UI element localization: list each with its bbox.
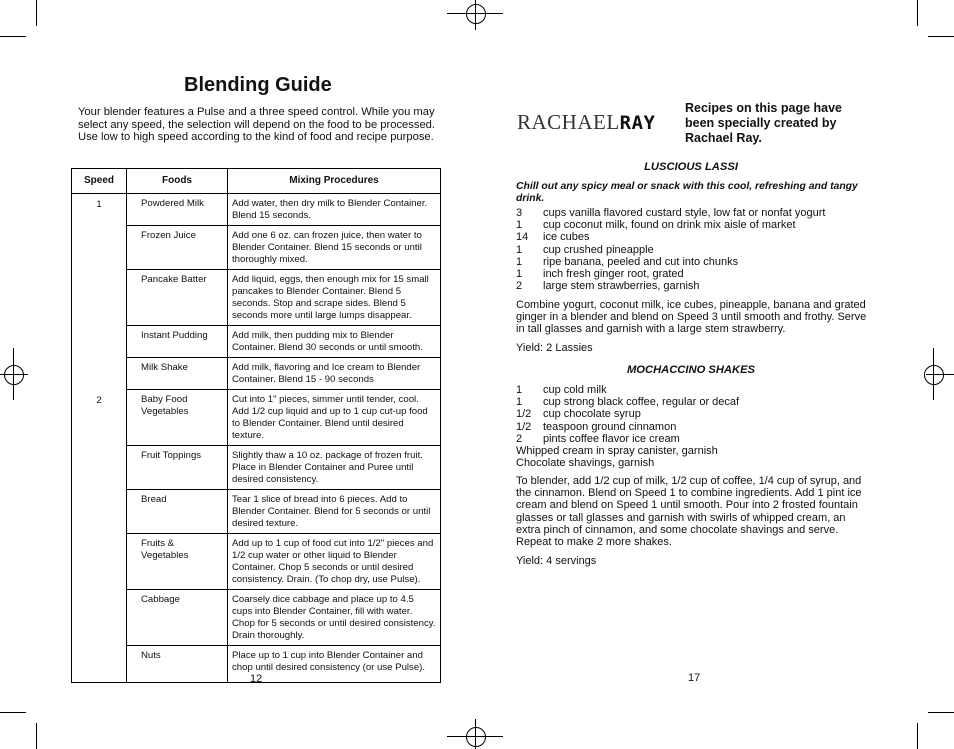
ingredient-row	[516, 207, 825, 219]
page-number-right: 17	[688, 672, 701, 684]
table-row	[72, 194, 441, 226]
ingredient-row	[516, 421, 739, 433]
ingredient-qty: 1/2	[516, 420, 532, 433]
garnish-line: Whipped cream in spray canister, garnish	[516, 445, 718, 458]
ingredient-qty: 1	[516, 255, 523, 268]
ingredient-row	[516, 408, 739, 420]
table-row	[72, 390, 441, 446]
food-cell: Fruits & Vegetables	[127, 534, 228, 590]
ingredient-item: ice cubes	[543, 231, 590, 244]
food-cell: Fruit Toppings	[127, 446, 228, 490]
ingredient-row	[516, 280, 825, 292]
ingredient-qty: 1	[516, 384, 523, 396]
ingredient-qty: 14	[516, 231, 529, 244]
ingredient-item: large stem strawberries, garnish	[543, 280, 700, 293]
food-cell: Nuts	[127, 646, 228, 683]
food-cell: Bread	[127, 490, 228, 534]
ingredient-qty: 1	[516, 396, 523, 409]
procedure-cell: Add milk, then pudding mix to Blender Container. Blend 30 seconds or until smooth.	[228, 326, 441, 358]
food-cell: Instant Pudding	[127, 326, 228, 358]
ingredient-item: teaspoon ground cinnamon	[543, 420, 677, 433]
table-row	[72, 446, 441, 490]
table-row	[72, 534, 441, 590]
header-speed: Speed	[72, 169, 127, 194]
table-row	[72, 590, 441, 646]
procedure-cell: Add milk, flavoring and Ice cream to Blender Container. Blend 15 - 90 seconds	[228, 358, 441, 390]
blending-guide-table	[71, 168, 441, 683]
table-row	[72, 358, 441, 390]
procedure-cell: Slightly thaw a 10 oz. package of frozen fruit. Place in Blender Container and Puree until desired consistency.	[228, 446, 441, 490]
procedure-cell: Cut into 1" pieces, simmer until tender, cool. Add 1/2 cup liquid and up to 1 cup cut-up food to Blender Container. Blend until desired texture.	[228, 390, 441, 446]
procedure-cell: Add up to 1 cup of food cut into 1/2" pieces and 1/2 cup water or other liquid to Blender Container. Chop 5 seconds or until desired consistency. Drain. (To chop dry, use Pulse).	[228, 534, 441, 590]
ingredient-row	[516, 268, 825, 280]
food-cell: Milk Shake	[127, 358, 228, 390]
speed-cell: 1	[72, 194, 127, 390]
ingredient-item: cup strong black coffee, regular or decaf	[543, 396, 740, 409]
ingredient-row	[516, 256, 825, 268]
recipe-title-lassi: LUSCIOUS LASSI	[644, 161, 738, 173]
ingredient-row	[516, 244, 825, 256]
ingredient-qty: 3	[516, 207, 523, 219]
ingredient-item: cup coconut milk, found on drink mix aisle of market	[543, 219, 796, 232]
procedure-cell: Coarsely dice cabbage and place up to 4.5 cups into Blender Container, fill with water. Chop for 5 seconds or until desired consistency. Drain thoroughly.	[228, 590, 441, 646]
ingredient-row	[516, 433, 739, 445]
procedure-cell: Add liquid, eggs, then enough mix for 15 small pancakes to Blender Container. Blend 5 seconds. Stop and scrape sides. Blend 5 seconds more until large lumps disappear.	[228, 270, 441, 326]
ingredient-qty: 1	[516, 243, 523, 256]
page-title: Blending Guide	[184, 74, 332, 96]
table-row	[72, 326, 441, 358]
food-cell: Frozen Juice	[127, 226, 228, 270]
table-row	[72, 226, 441, 270]
recipe-yield-mochaccino: Yield: 4 servings	[516, 555, 597, 567]
procedure-cell: Add one 6 oz. can frozen juice, then water to Blender Container. Blend 15 seconds or until thoroughly mixed.	[228, 226, 441, 270]
food-cell: Powdered Milk	[127, 194, 228, 226]
ingredient-list-lassi	[516, 207, 825, 292]
ingredient-qty: 2	[516, 432, 523, 445]
header-mixing-procedures: Mixing Procedures	[228, 169, 441, 194]
ingredient-row	[516, 396, 739, 408]
ingredient-item: cup crushed pineapple	[543, 243, 654, 256]
ingredient-qty: 2	[516, 280, 523, 293]
recipe-description: Chill out any spicy meal or snack with this cool, refreshing and tangy drink.	[516, 181, 858, 204]
rachael-ray-logo	[517, 110, 656, 135]
ingredient-item: cup chocolate syrup	[543, 408, 641, 421]
ingredient-item: ripe banana, peeled and cut into chunks	[543, 255, 739, 268]
ingredient-list-mochaccino	[516, 384, 739, 469]
procedure-cell: Tear 1 slice of bread into 6 pieces. Add to Blender Container. Blend for 5 seconds or until desired texture.	[228, 490, 441, 534]
procedure-cell: Add water, then dry milk to Blender Container. Blend 15 seconds.	[228, 194, 441, 226]
ingredient-item: cups vanilla flavored custard style, low fat or nonfat yogurt	[543, 207, 826, 219]
header-foods: Foods	[127, 169, 228, 194]
recipe-title-mochaccino: MOCHACCINO SHAKES	[626, 364, 756, 376]
recipe-yield-lassi: Yield: 2 Lassies	[516, 342, 593, 354]
table-header-row	[72, 169, 441, 194]
recipe-directions-lassi: Combine yogurt, coconut milk, ice cubes, pineapple, banana and grated ginger in a blender and blend on Speed 3 until smooth and frothy. Serve in tall glasses and garnish with a large stem strawberry.	[516, 299, 867, 336]
page-number-left: 12	[250, 673, 263, 685]
ingredient-item: pints coffee flavor ice cream	[543, 432, 680, 445]
garnish-line: Chocolate shavings, garnish	[516, 457, 655, 470]
logo-text-rachael: RACHAEL	[517, 110, 620, 134]
intro-paragraph: Your blender features a Pulse and a three speed control. While you may select any speed, the selection will depend on the food to be processed. Use low to high speed according to the kind of food and recipe purpose.	[78, 106, 435, 144]
ingredient-qty: 1/2	[516, 408, 532, 421]
procedure-cell: Place up to 1 cup into Blender Container and chop until desired consistency (or use Pulse).	[228, 646, 441, 683]
ingredient-item: cup cold milk	[543, 384, 607, 396]
ingredient-row	[516, 219, 825, 231]
speed-cell: 2	[72, 390, 127, 683]
logo-text-ray: RAY	[619, 112, 656, 134]
recipe-directions-mochaccino: To blender, add 1/2 cup of milk, 1/2 cup of coffee, 1/4 cup of syrup, and the cinnamon. Blend on Speed 1 to combine ingredients. Add 1 pint ice cream and blend on Speed 1 until smooth. Pour into 2 frosted fountain glasses or tall glasses and garnish with swirls of whipped cream, an extra pinch of cinnamon, and some chocolate shavings and serve. Repeat to make 2 more shakes.	[516, 475, 862, 549]
food-cell: Pancake Batter	[127, 270, 228, 326]
food-cell: Baby Food Vegetables	[127, 390, 228, 446]
ingredient-item: inch fresh ginger root, grated	[543, 268, 684, 281]
ingredient-qty: 1	[516, 268, 523, 281]
table-row	[72, 490, 441, 534]
table-row	[72, 270, 441, 326]
ingredient-row	[516, 231, 825, 243]
ingredient-row	[516, 384, 739, 396]
recipe-credit: Recipes on this page have been specially created by Rachael Ray.	[685, 101, 842, 145]
ingredient-qty: 1	[516, 219, 523, 232]
food-cell: Cabbage	[127, 590, 228, 646]
